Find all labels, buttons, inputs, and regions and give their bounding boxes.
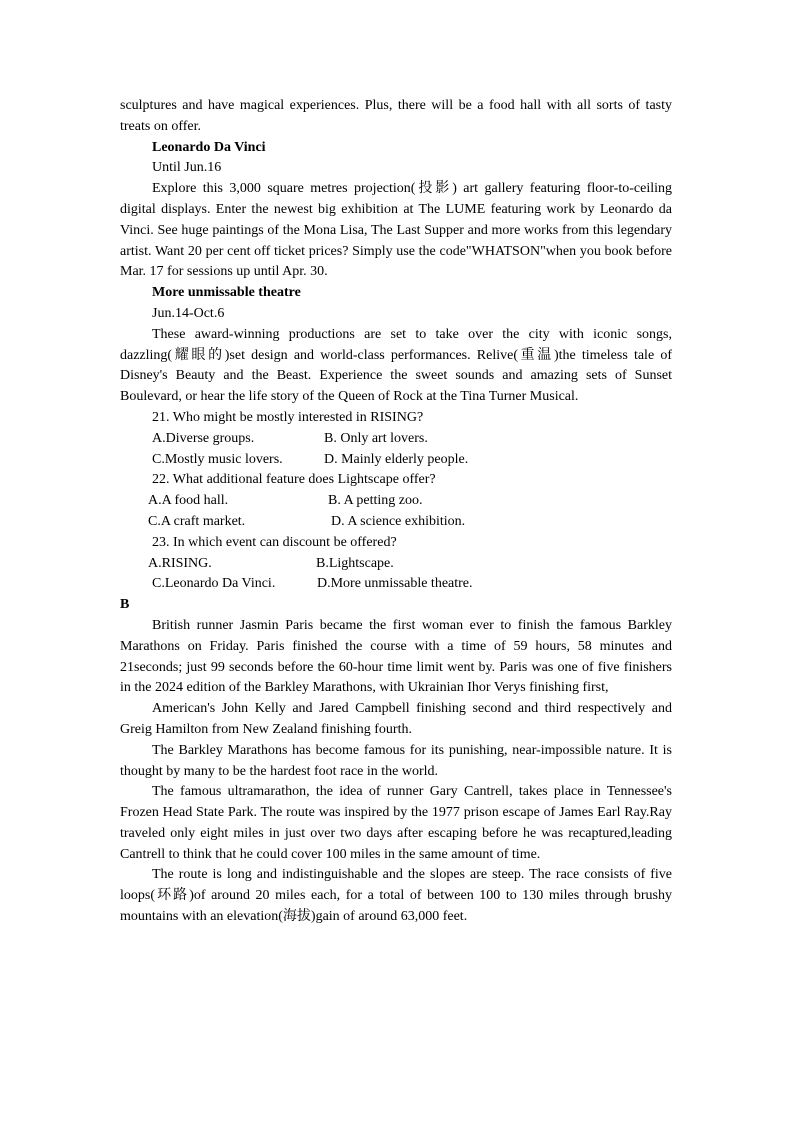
leonardo-heading: Leonardo Da Vinci: [152, 139, 266, 155]
section-b-paragraph: The route is long and indistinguishable and the slopes are steep. The race consists of five loops(环路)of around 20 miles each, for a total of between 100 to 130 miles through brushy mountains with an elevation(海拔)gain of around 63,000 feet.: [120, 867, 672, 925]
section-b-paragraph: The famous ultramarathon, the idea of runner Gary Cantrell, takes place in Tennessee's Frozen Head State Park. The route was inspired by the 1977 prison escape of James Earl Ray.Ray traveled only eight miles in just over two days after escaping before he was recaptured,leading Cantrell to think that he could cover 100 miles in the same amount of time.: [120, 784, 672, 862]
option-a: A.RISING.: [148, 555, 212, 571]
theatre-date: Jun.14-Oct.6: [152, 305, 225, 321]
question-21-options-row-1: [120, 429, 672, 450]
option-d: D. Mainly elderly people.: [324, 451, 469, 467]
question-23-stem: 23. In which event can discount be offered?: [152, 534, 397, 550]
option-c: C.Leonardo Da Vinci.: [152, 576, 276, 592]
theatre-body: These award-winning productions are set to take over the city with iconic songs, dazzling(耀眼的)set design and world-class performances. Relive(重温)the timeless tale of Disney's Beauty and the Beast. Experience the sweet sounds and amazing sets of Sunset Boulevard, or hear the life story of the Queen of Rock at the Tina Turner Musical.: [120, 326, 672, 405]
question-21-stem: 21. Who might be mostly interested in RISING?: [152, 409, 424, 425]
question-23-options-row-1: [120, 554, 672, 575]
option-a: A.A food hall.: [148, 493, 229, 509]
intro-paragraph: sculptures and have magical experiences. Plus, there will be a food hall with all sorts of tasty treats on offer.: [120, 98, 672, 134]
option-b: B.Lightscape.: [316, 555, 394, 571]
option-b: B. Only art lovers.: [324, 430, 428, 446]
theatre-heading: More unmissable theatre: [152, 285, 301, 301]
question-22-options-row-1: [120, 491, 672, 512]
question-23-options-row-2: [120, 574, 672, 595]
question-22-options-row-2: [120, 512, 672, 533]
question-22-stem: 22. What additional feature does Lightscape offer?: [152, 472, 436, 488]
leonardo-body: Explore this 3,000 square metres projection(投影) art gallery featuring floor-to-ceiling digital displays. Enter the newest big exhibition at The LUME featuring work by Leonardo da Vinci. See huge paintings of the Mona Lisa, The Last Supper and more works from this legendary artist. Want 20 per cent off ticket prices? Simply use the code"WHATSON"when you book before Mar. 17 for sessions up until Apr. 30.: [120, 181, 672, 280]
leonardo-date: Until Jun.16: [152, 160, 222, 176]
section-b-label: B: [120, 597, 130, 613]
option-c: C.A craft market.: [148, 513, 246, 529]
option-d: D. A science exhibition.: [331, 513, 466, 529]
section-b-paragraph: American's John Kelly and Jared Campbell finishing second and third respectively and Greig Hamilton from New Zealand finishing fourth.: [120, 701, 672, 737]
option-c: C.Mostly music lovers.: [152, 451, 283, 467]
section-b-paragraph: British runner Jasmin Paris became the first woman ever to finish the famous Barkley Marathons on Friday. Paris finished the course with a time of 59 hours, 58 minutes and 21seconds; just 99 seconds before the 60-hour time limit went by. Paris was one of five finishers in the 2024 edition of the Barkley Marathons, with Ukrainian Ihor Verys finishing first,: [120, 617, 672, 696]
question-21-options-row-2: [120, 450, 672, 471]
option-b: B. A petting zoo.: [328, 493, 423, 509]
option-d: D.More unmissable theatre.: [317, 576, 473, 592]
document-page: [120, 96, 672, 928]
option-a: A.Diverse groups.: [152, 430, 255, 446]
section-b-paragraph: The Barkley Marathons has become famous for its punishing, near-impossible nature. It is thought by many to be the hardest foot race in the world.: [120, 742, 672, 779]
